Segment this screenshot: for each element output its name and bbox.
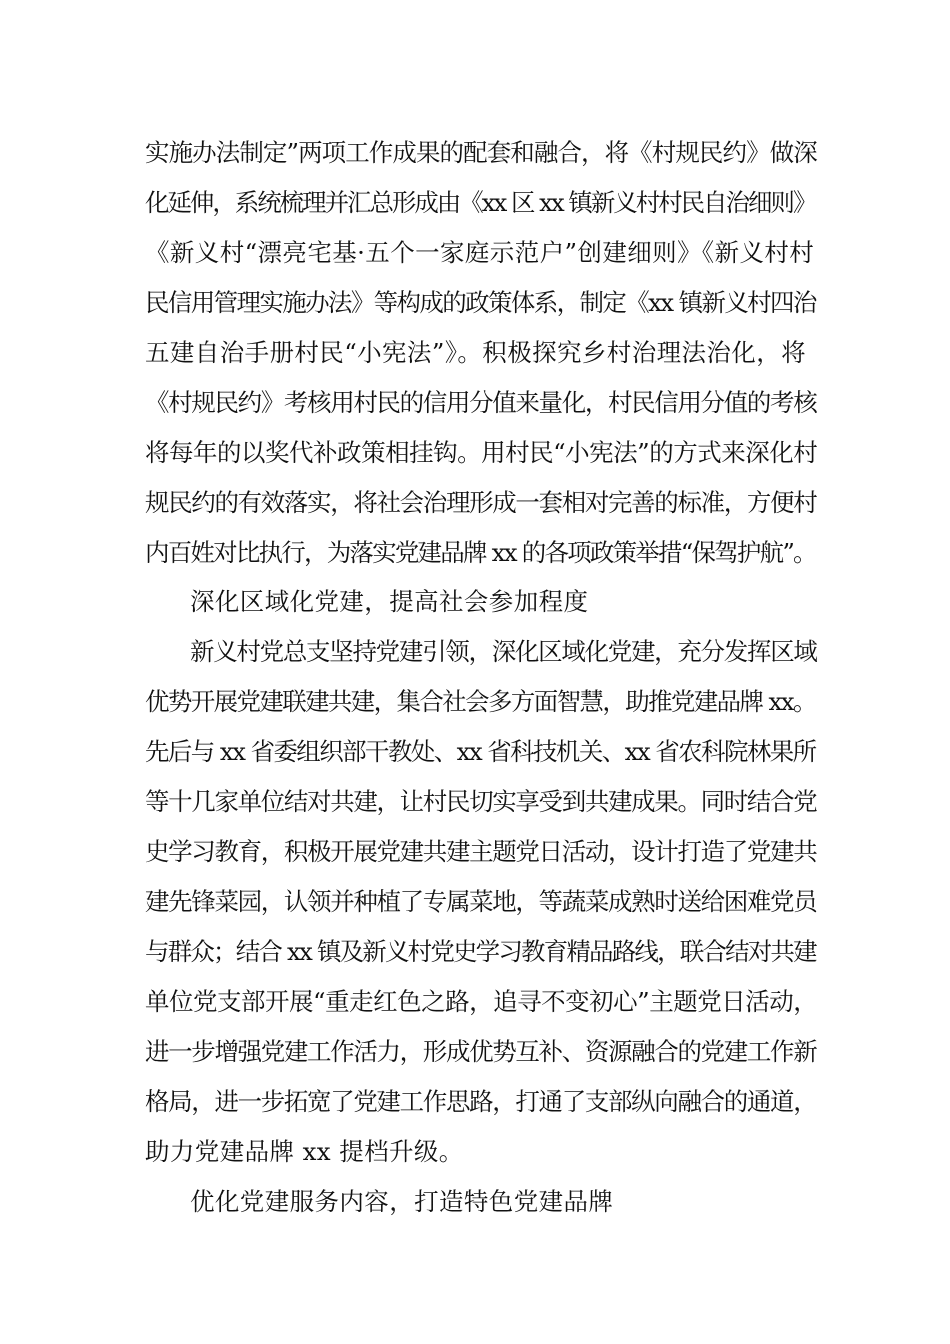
paragraph-line: 规民约的有效落实，将社会治理形成一套相对完善的标准，方便村	[145, 488, 817, 517]
paragraph-line: 《新义村“漂亮宅基·五个一家庭示范户”创建细则》《新义村村	[145, 238, 815, 267]
paragraph-line: 《村规民约》考核用村民的信用分值来量化，村民信用分值的考核	[145, 388, 817, 417]
paragraph-line: 化延伸，系统梳理并汇总形成由《xx 区 xx 镇新义村村民自治细则》	[145, 188, 816, 217]
paragraph-line: 建先锋菜园，认领并种植了专属菜地，等蔬菜成熟时送给困难党员	[145, 887, 817, 916]
section-heading: 优化党建服务内容，打造特色党建品牌	[190, 1187, 614, 1216]
paragraph-line: 将每年的以奖代补政策相挂钩。用村民“小宪法”的方式来深化村	[145, 438, 818, 467]
paragraph-line: 助力党建品牌 xx 提档升级。	[145, 1137, 464, 1166]
paragraph-line: 与群众；结合 xx 镇及新义村党史学习教育精品路线，联合结对共建	[145, 937, 816, 966]
paragraph-line: 实施办法制定”两项工作成果的配套和融合，将《村规民约》做深	[145, 138, 817, 167]
paragraph-line: 民信用管理实施办法》等构成的政策体系，制定《xx 镇新义村四治	[145, 288, 816, 317]
paragraph-line: 等十几家单位结对共建，让村民切实享受到共建成果。同时结合党	[145, 787, 817, 816]
section-heading: 深化区域化党建，提高社会参加程度	[190, 587, 589, 616]
paragraph-line: 内百姓对比执行，为落实党建品牌 xx 的各项政策举措“保驾护航”。	[145, 538, 816, 567]
paragraph-line: 五建自治手册村民“小宪法”》。积极探究乡村治理法治化，将	[145, 338, 806, 367]
paragraph-line: 单位党支部开展“重走红色之路，追寻不变初心”主题党日活动，	[145, 987, 818, 1016]
paragraph-line: 先后与 xx 省委组织部干教处、xx 省科技机关、xx 省农科院林果所	[145, 737, 816, 766]
paragraph-line: 新义村党总支坚持党建引领，深化区域化党建，充分发挥区域	[190, 637, 817, 666]
paragraph-line: 优势开展党建联建共建，集合社会多方面智慧，助推党建品牌 xx。	[145, 687, 816, 716]
paragraph-line: 格局，进一步拓宽了党建工作思路，打通了支部纵向融合的通道，	[145, 1087, 817, 1116]
paragraph-line: 进一步增强党建工作活力，形成优势互补、资源融合的党建工作新	[145, 1037, 817, 1066]
paragraph-line: 史学习教育，积极开展党建共建主题党日活动，设计打造了党建共	[145, 837, 817, 866]
